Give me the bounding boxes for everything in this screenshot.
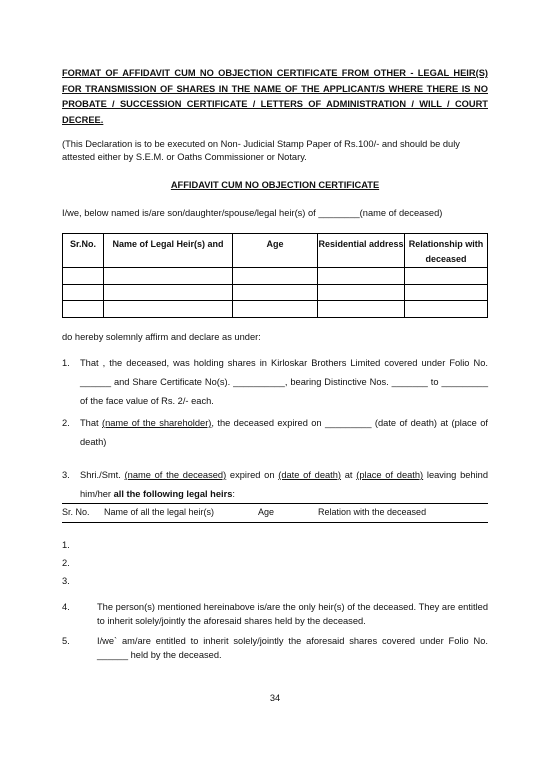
stamp-paper-note: (This Declaration is to be executed on Non- Judicial Stamp Paper of Rs.100/- and should be duly attested either by S.E.M. or Oaths Commissioner or Notary.: [62, 139, 460, 162]
affirm-line: do hereby solemnly affirm and declare as under:: [62, 332, 261, 342]
table-header-row: [63, 234, 488, 268]
list-bottom-rule: [62, 522, 488, 523]
para-1-text: That , the deceased, was holding shares in Kirloskar Brothers Limited covered under Folio No. ______ and Share Certificate No(s). __________, bearing Distinctive Nos. _______ to _________ of the face value of Rs. 2/- each.: [80, 358, 488, 406]
list-item: 2.: [62, 558, 70, 568]
intro-line: I/we, below named is/are son/daughter/spouse/legal heir(s) of ________(name of deceased): [62, 208, 443, 218]
col-address: Residential address: [318, 234, 405, 268]
para-5-text: I/we` am/are entitled to inherit solely/jointly the aforesaid shares covered under Folio No. ______ held by the deceased.: [97, 636, 488, 660]
para-2-number: 2.: [62, 418, 70, 428]
col-name: Name of Legal Heir(s) and: [104, 234, 233, 268]
table-row: [63, 268, 488, 285]
para-4-number: 4.: [62, 602, 70, 612]
list-top-rule: [62, 503, 488, 504]
list-col-name: Name of all the legal heir(s): [104, 507, 215, 517]
list-item: 1.: [62, 540, 70, 550]
para-3-number: 3.: [62, 470, 70, 480]
table-row: [63, 301, 488, 318]
list-col-sr-no: Sr. No.: [62, 507, 90, 517]
table-row: [63, 284, 488, 301]
document-heading: FORMAT OF AFFIDAVIT CUM NO OBJECTION CERTIFICATE FROM OTHER - LEGAL HEIR(S) FOR TRANSMISSION OF SHARES IN THE NAME OF THE APPLICANT/S WHERE THERE IS NO PROBATE / SUCCESSION CERTIFICATE / LETTERS OF ADMINISTRATION / WILL / COURT DECREE.: [62, 68, 488, 125]
para-3-text: Shri./Smt. (name of the deceased) expired on (date of death) at (place of death) leaving behind him/her all the following legal heirs:: [80, 470, 488, 499]
para-5-number: 5.: [62, 636, 70, 646]
certificate-title: AFFIDAVIT CUM NO OBJECTION CERTIFICATE: [170, 180, 380, 190]
para-2-text: That (name of the shareholder), the deceased expired on _________ (date of death) at (place of death): [80, 418, 488, 447]
page-number: 34: [269, 693, 281, 703]
col-sr-no: Sr.No.: [63, 234, 104, 268]
list-col-relation: Relation with the deceased: [318, 507, 427, 517]
col-age: Age: [233, 234, 318, 268]
para-1-number: 1.: [62, 358, 70, 368]
para-4-text: The person(s) mentioned hereinabove is/are the only heir(s) of the deceased. They are entitled to inherit solely/jointly the aforesaid shares held by the deceased.: [97, 602, 488, 626]
list-item: 3.: [62, 576, 70, 586]
legal-heirs-table: [62, 233, 488, 318]
list-col-age: Age: [258, 507, 275, 517]
col-relationship: Relationship with deceased: [405, 234, 488, 268]
